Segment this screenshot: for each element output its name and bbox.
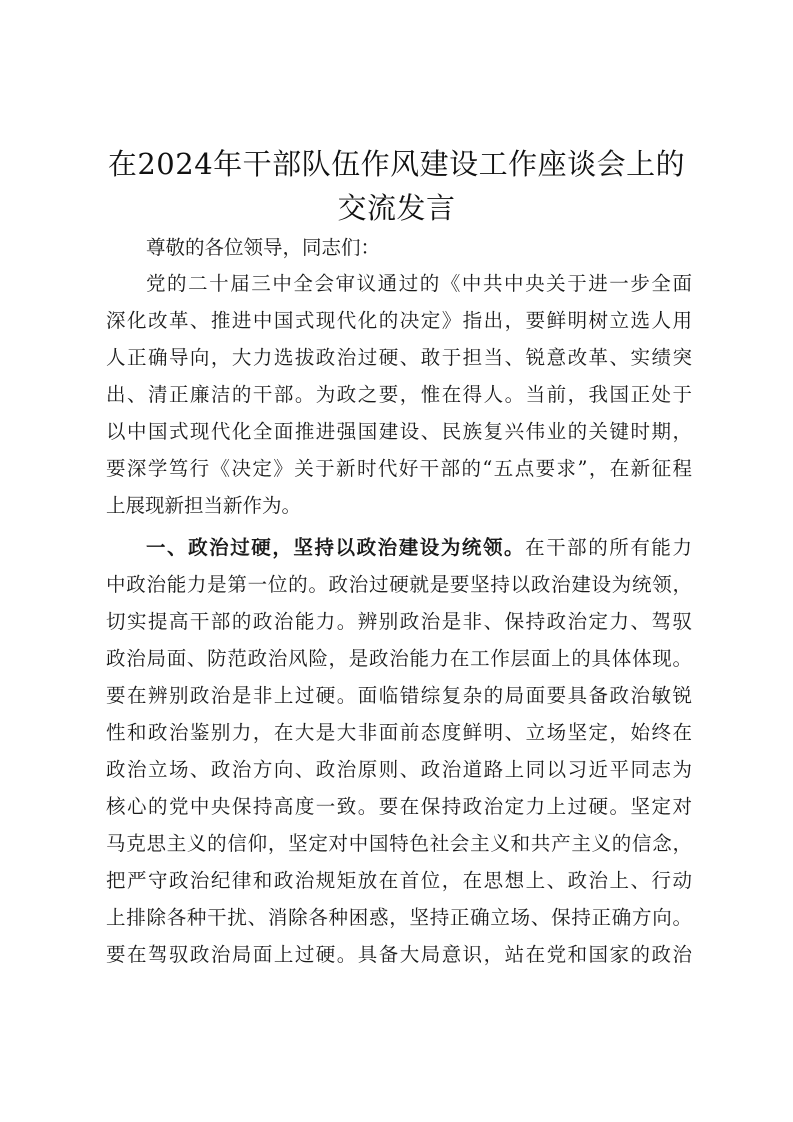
intro-line: 出、清正廉洁的干部。为政之要，惟在得人。当前，我国正处于 xyxy=(106,383,692,406)
section-1-line: 上排除各种干扰、消除各种困惑，坚持正确立场、保持正确方向。 xyxy=(106,906,692,929)
intro-line: 以中国式现代化全面推进强国建设、民族复兴伟业的关键时期， xyxy=(106,420,692,443)
section-1-line: 把严守政治纪律和政治规矩放在首位，在思想上、政治上、行动 xyxy=(106,869,692,892)
salutation: 尊敬的各位领导，同志们： xyxy=(146,236,381,259)
section-1-line: 性和政治鉴别力，在大是大非面前态度鲜明、立场坚定，始终在 xyxy=(106,721,692,744)
section-1-line: 核心的党中央保持高度一致。要在保持政治定力上过硬。坚定对 xyxy=(106,795,692,818)
section-1-first-line-text: 在干部的所有能力 xyxy=(525,536,692,559)
section-1-line: 切实提高干部的政治能力。辨别政治是非、保持政治定力、驾驭 xyxy=(106,610,692,633)
intro-line: 要深学笃行《决定》关于新时代好干部的“五点要求”，在新征程 xyxy=(106,457,692,480)
intro-line: 党的二十届三中全会审议通过的《中共中央关于进一步全面 xyxy=(146,272,692,295)
intro-line: 上展现新担当新作为。 xyxy=(106,494,302,517)
section-1-line: 要在辨别政治是非上过硬。面临错综复杂的局面要具备政治敏锐 xyxy=(106,684,692,707)
section-1-line: 政治局面、防范政治风险，是政治能力在工作层面上的具体体现。 xyxy=(106,647,692,670)
intro-line: 深化改革、推进中国式现代化的决定》指出，要鲜明树立选人用 xyxy=(106,309,692,332)
section-1-first-line xyxy=(146,533,692,563)
section-1-line: 要在驾驭政治局面上过硬。具备大局意识，站在党和国家的政治 xyxy=(106,943,692,966)
intro-line: 人正确导向，大力选拔政治过硬、敢于担当、锐意改革、实绩突 xyxy=(106,346,692,369)
section-1-line: 中政治能力是第一位的。政治过硬就是要坚持以政治建设为统领， xyxy=(106,573,692,596)
section-1-line: 马克思主义的信仰，坚定对中国特色社会主义和共产主义的信念， xyxy=(106,832,692,855)
section-1-heading: 一、政治过硬，坚持以政治建设为统领。 xyxy=(146,536,526,559)
section-1-line: 政治立场、政治方向、政治原则、政治道路上同以习近平同志为 xyxy=(106,758,692,781)
document-title-line-2: 交流发言 xyxy=(337,191,456,225)
document-title-line-1: 在2024年干部队伍作风建设工作座谈会上的 xyxy=(107,147,686,181)
